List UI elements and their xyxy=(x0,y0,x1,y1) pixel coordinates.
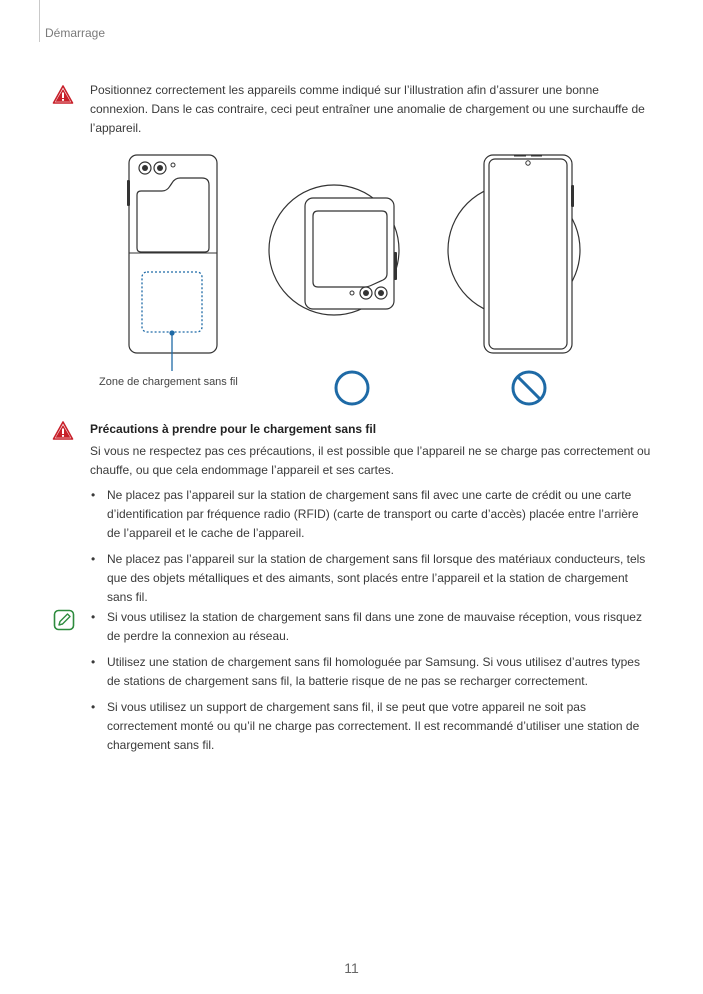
list-item: • Ne placez pas l’appareil sur la station de chargement sans fil lorsque des matériaux conducteurs, tels que des objets métalliques et des aimants, sont placés entre l’appareil et la station de chargement sans fil. xyxy=(90,550,655,607)
figure-caption: Zone de chargement sans fil xyxy=(99,376,238,388)
list-item: • Ne placez pas l’appareil sur la station de chargement sans fil avec une carte de crédit ou une carte d’identification par fréquence radio (RFID) (carte de transport ou carte d’accès) placée entre l’arrière de l’appareil et le cache de l’appareil. xyxy=(90,486,655,543)
precautions-intro: Si vous ne respectez pas ces précautions, il est possible que l’appareil ne se charge pas correctement ou chauffe, ou que cela endommage l’appareil et ses cartes. xyxy=(90,444,651,477)
page-number: 11 xyxy=(344,960,359,976)
phone-on-charger-wrong-icon xyxy=(448,155,580,353)
warning-text: Positionnez correctement les appareils comme indiqué sur l’illustration afin d’assurer une bonne connexion. Dans le cas contraire, ceci peut entraîner une anomalie de chargement ou une surchauffe de l’appareil. xyxy=(90,83,645,135)
notes-list xyxy=(90,608,655,762)
list-item: • Utilisez une station de chargement sans fil homologuée par Samsung. Si vous utilisez d’autres types de stations de chargement sans fil, la batterie risque de ne pas se recharger correctement. xyxy=(90,653,655,691)
precautions-heading: Précautions à prendre pour le chargement sans fil xyxy=(90,422,377,436)
list-item: • Si vous utilisez la station de chargement sans fil dans une zone de mauvaise réception, vous risquez de perdre la connexion au réseau. xyxy=(90,608,655,646)
prohibited-icon xyxy=(513,372,545,404)
note-icon xyxy=(53,609,75,631)
warning-icon xyxy=(52,84,74,106)
phone-on-charger-correct-icon xyxy=(269,185,399,315)
section-title: Démarrage xyxy=(45,26,106,40)
charging-illustration xyxy=(0,145,703,410)
warning-icon xyxy=(52,420,74,442)
phone-back-icon xyxy=(127,155,217,371)
correct-circle-icon xyxy=(336,372,368,404)
precautions-list xyxy=(90,486,655,614)
margin-line xyxy=(39,0,40,42)
list-item: • Si vous utilisez un support de chargement sans fil, il se peut que votre appareil ne soit pas correctement monté ou qu’il ne charge pas correctement. Il est recommandé d’utiliser une station de chargement sans fil. xyxy=(90,698,655,755)
